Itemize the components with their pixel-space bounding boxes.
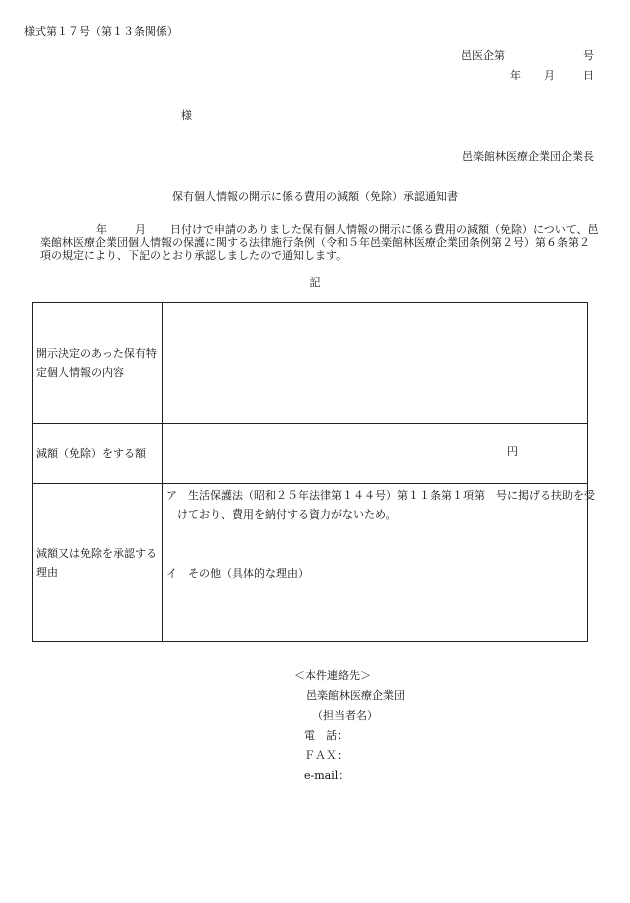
contact-phone: 電 話： <box>304 729 348 742</box>
info-content-value <box>163 303 588 424</box>
table-row <box>33 424 588 484</box>
reason-label: 減額又は免除を承認する理由 <box>33 484 163 642</box>
yen-unit: 円 <box>507 445 518 458</box>
ki-marker: 記 <box>309 276 321 289</box>
contact-email: e-mail： <box>304 769 350 782</box>
date-day: 日 <box>583 69 594 82</box>
contact-heading: ＜本件連絡先＞ <box>294 669 371 682</box>
contact-block <box>294 666 405 786</box>
info-content-label: 開示決定のあった保有特定個人情報の内容 <box>33 303 163 424</box>
reason-value <box>163 484 595 642</box>
reason-option-i: イ その他（具体的な理由） <box>166 567 309 580</box>
addressee: 様 <box>181 109 192 122</box>
document-number-prefix: 邑医企第 <box>461 49 505 62</box>
date-year: 年 <box>510 69 521 82</box>
contact-organization: 邑楽館林医療企業団 <box>306 689 405 702</box>
body-year: 年 <box>96 223 107 236</box>
body-main-text: 日付けで申請のありました保有個人情報の開示に係る費用の減額（免除）について、邑楽館林医療企業団個人情報の保護に関する法律施行条例（令和５年邑楽館林医療企業団条例第２号）第６条第２項の規定により、下記のとおり承認しましたので通知します。 <box>40 223 599 262</box>
reason-option-a: ア 生活保護法（昭和２５年法律第１４４号）第１１条第１項第 号に掲げる扶助を受けており、費用を納付する資力がないため。 <box>166 489 595 521</box>
date-month: 月 <box>544 69 555 82</box>
document-number-suffix: 号 <box>583 49 594 62</box>
contact-person: （担当者名） <box>312 709 378 722</box>
form-number: 様式第１７号（第１３条関係） <box>24 25 178 38</box>
amount-label: 減額（免除）をする額 <box>33 424 163 484</box>
body-month: 月 <box>135 223 146 236</box>
table-row <box>33 484 588 642</box>
table-row <box>33 303 588 424</box>
body-text <box>40 223 600 262</box>
document-title: 保有個人情報の開示に係る費用の減額（免除）承認通知書 <box>172 190 458 203</box>
approval-details-table <box>32 302 595 642</box>
contact-fax: ＦＡＸ： <box>304 749 348 762</box>
amount-value <box>163 424 588 484</box>
sender: 邑楽館林医療企業団企業長 <box>462 150 594 163</box>
